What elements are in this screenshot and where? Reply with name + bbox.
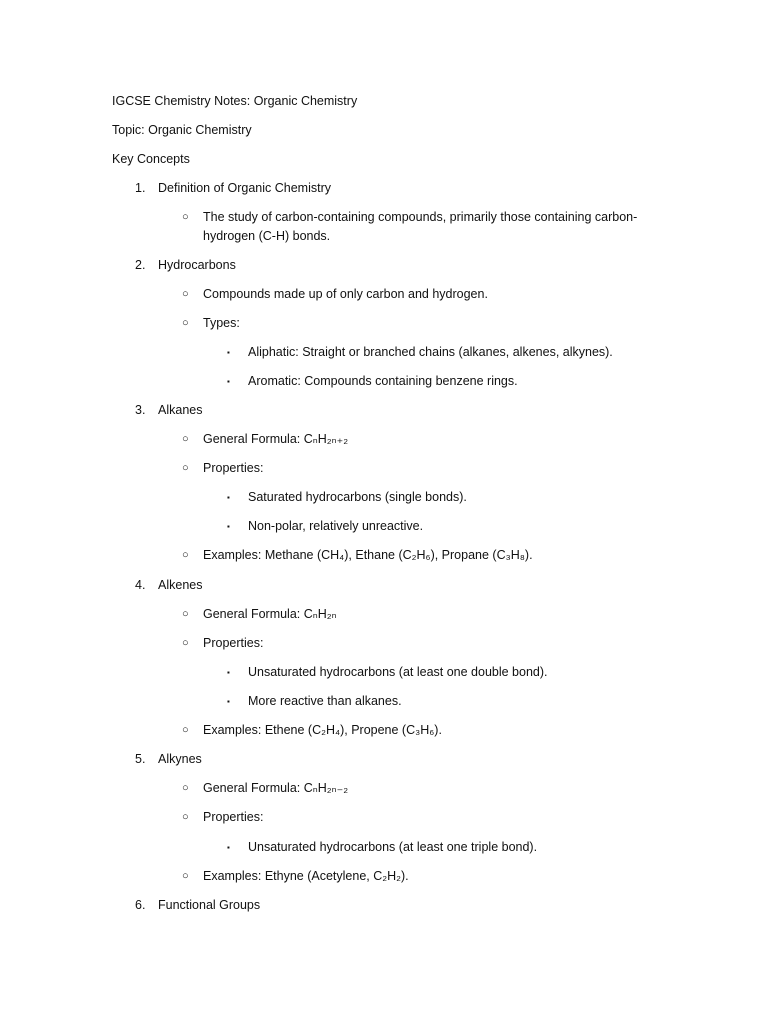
square-bullet-icon: ▪ — [227, 348, 230, 357]
list-item: Unsaturated hydrocarbons (at least one double bond). — [248, 665, 548, 679]
square-bullet-icon: ▪ — [227, 493, 230, 502]
circle-bullet-icon: ○ — [182, 724, 189, 736]
circle-bullet-icon: ○ — [182, 637, 189, 649]
list-number: 4. — [135, 578, 146, 592]
list-item: Examples: Ethene (C₂H₄), Propene (C₃H₆). — [203, 723, 442, 737]
list-item: Compounds made up of only carbon and hydrogen. — [203, 287, 488, 301]
circle-bullet-icon: ○ — [182, 462, 189, 474]
section-heading: Alkenes — [158, 578, 203, 592]
list-item: Properties: — [203, 636, 264, 650]
list-item: Aliphatic: Straight or branched chains (alkanes, alkenes, alkynes). — [248, 345, 613, 359]
list-item: Examples: Ethyne (Acetylene, C₂H₂). — [203, 869, 409, 883]
list-item: Saturated hydrocarbons (single bonds). — [248, 490, 467, 504]
list-item: Properties: — [203, 810, 264, 824]
document-title: IGCSE Chemistry Notes: Organic Chemistry — [112, 94, 358, 108]
list-number: 6. — [135, 898, 146, 912]
list-item: Types: — [203, 316, 240, 330]
list-item: Aromatic: Compounds containing benzene rings. — [248, 374, 518, 388]
section-heading: Alkanes — [158, 403, 203, 417]
circle-bullet-icon: ○ — [182, 782, 189, 794]
list-item: Unsaturated hydrocarbons (at least one triple bond). — [248, 840, 538, 854]
circle-bullet-icon: ○ — [182, 211, 189, 223]
list-item: General Formula: CₙH₂ₙ₋₂ — [203, 781, 349, 795]
section-heading: Hydrocarbons — [158, 258, 236, 272]
list-number: 1. — [135, 181, 146, 195]
circle-bullet-icon: ○ — [182, 811, 189, 823]
circle-bullet-icon: ○ — [182, 608, 189, 620]
square-bullet-icon: ▪ — [227, 697, 230, 706]
key-concepts-heading: Key Concepts — [112, 152, 190, 166]
list-item: More reactive than alkanes. — [248, 694, 402, 708]
list-item: Examples: Methane (CH₄), Ethane (C₂H₆), Propane (C₃H₈). — [203, 548, 533, 562]
list-item: General Formula: CₙH₂ₙ — [203, 607, 337, 621]
square-bullet-icon: ▪ — [227, 668, 230, 677]
section-heading: Functional Groups — [158, 898, 261, 912]
list-item: Properties: — [203, 461, 264, 475]
list-item: General Formula: CₙH₂ₙ₊₂ — [203, 432, 349, 446]
section-heading: Alkynes — [158, 752, 202, 766]
circle-bullet-icon: ○ — [182, 288, 189, 300]
list-item: The study of carbon-containing compounds, primarily those containing carbon-hydrogen (C-H) bonds. — [203, 210, 638, 243]
circle-bullet-icon: ○ — [182, 870, 189, 882]
circle-bullet-icon: ○ — [182, 317, 189, 329]
circle-bullet-icon: ○ — [182, 433, 189, 445]
list-number: 5. — [135, 752, 146, 766]
list-item: Non-polar, relatively unreactive. — [248, 519, 424, 533]
square-bullet-icon: ▪ — [227, 843, 230, 852]
section-heading: Definition of Organic Chemistry — [158, 181, 331, 195]
square-bullet-icon: ▪ — [227, 522, 230, 531]
circle-bullet-icon: ○ — [182, 549, 189, 561]
square-bullet-icon: ▪ — [227, 377, 230, 386]
list-number: 2. — [135, 258, 146, 272]
list-number: 3. — [135, 403, 146, 417]
topic-line: Topic: Organic Chemistry — [112, 123, 252, 137]
